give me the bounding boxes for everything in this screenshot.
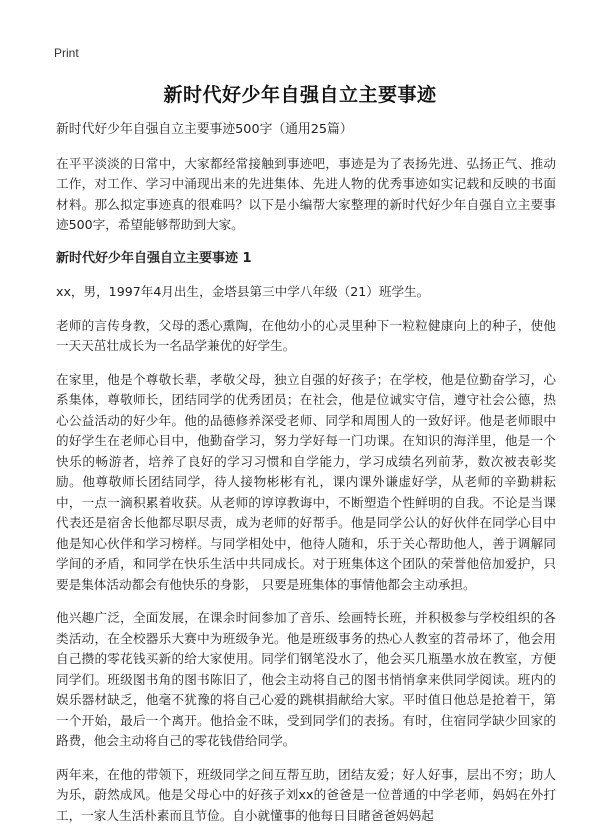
print-link[interactable]: Print (54, 46, 79, 60)
body-paragraph: 两年来，在他的带领下，班级同学之间互帮互助，团结友爱；好人好事，层出不穷；助人为乐，蔚然成风。他是父母心中的好孩子刘xx的爸爸是一位普通的中学老师，妈妈在外打工，一家人生活朴素而且节俭。自小就懂事的他每日目睹爸爸妈妈起 (56, 766, 556, 823)
body-paragraph: 在家里，他是个尊敬长辈，孝敬父母，独立自强的好孩子；在学校，他是位勤奋学习，心系集体，尊敬师长，团结同学的优秀团员；在社会，他是位诚实守信，遵守社会公德，热心公益活动的好少年。他的品德修养深受老师、同学和周围人的一致好评。他是老师眼中的好学生在老师心目中，他勤奋学习，努力学好每一门功课。在知识的海洋里，他是一个快乐的畅游者，培养了良好的学习习惯和自学能力，学习成绩名列前茅，数次被表彰奖励。他尊敬师长团结同学，待人接物彬彬有礼，课内课外谦虚好学，从老师的辛勤耕耘中，一点一滴积累着收获。从老师的谆谆教诲中，不断塑造个性鲜明的自我。不论是当课代表还是宿舍长他都尽职尽责，成为老师的好帮手。他是同学公认的好伙伴在同学心目中他是知心伙伴和学习榜样。与同学相处中，他待人随和，乐于关心帮助他人，善于调解同学间的矛盾，和同学在快乐生活中共同成长。对于班集体这个团队的荣誉他倍加爱护，只要是集体活动都会有他快乐的身影， 只要是班集体的事情他都会主动承担。 (56, 371, 556, 592)
document-body (56, 120, 556, 828)
intro-paragraph: 在平平淡淡的日常中，大家都经常接触到事迹吧，事迹是为了表扬先进、弘扬正气、推动工作，对工作、学习中涌现出来的先进集体、先进人物的优秀事迹如实记载和反映的书面材料。那么拟定事迹真的很难吗？以下是小编帮大家整理的新时代好少年自强自立主要事迹500字，希望能够帮助到大家。 (56, 155, 556, 232)
document-title: 新时代好少年自强自立主要事迹 (163, 84, 437, 106)
document-subtitle: 新时代好少年自强自立主要事迹500字（通用25篇） (56, 122, 353, 137)
body-paragraph: xx，男，1997年4月出生，金塔县第三中学八年级（21）班学生。 (56, 284, 430, 299)
body-paragraph: 老师的言传身教，父母的悉心熏陶，在他幼小的心灵里种下一粒粒健康向上的种子，使他一天天茁壮成长为一名品学兼优的好学生。 (56, 317, 556, 353)
body-paragraph: 他兴趣广泛，全面发展，在课余时间参加了音乐、绘画特长班，并积极参与学校组织的各类活动，在全校器乐大赛中为班级争光。他是班级事务的热心人教室的苕帚坏了，他会用自己攒的零花钱买新的给大家使用。同学们钢笔没水了，他会买几瓶墨水放在教室，方便同学们。班级图书角的图书陈旧了，他会主动将自己的图书悄悄拿来供同学阅读。班内的娱乐器材缺乏，他毫不犹豫的将自己心爱的跳棋捐献给大家。平时值日他总是抢着干，第一个开始，最后一个离开。他拾金不昧，受到同学们的表扬。有时，住宿同学缺少回家的路费，他会主动将自己的零花钱借给同学。 (56, 610, 556, 748)
section-heading: 新时代好少年自强自立主要事迹 1 (56, 250, 252, 266)
